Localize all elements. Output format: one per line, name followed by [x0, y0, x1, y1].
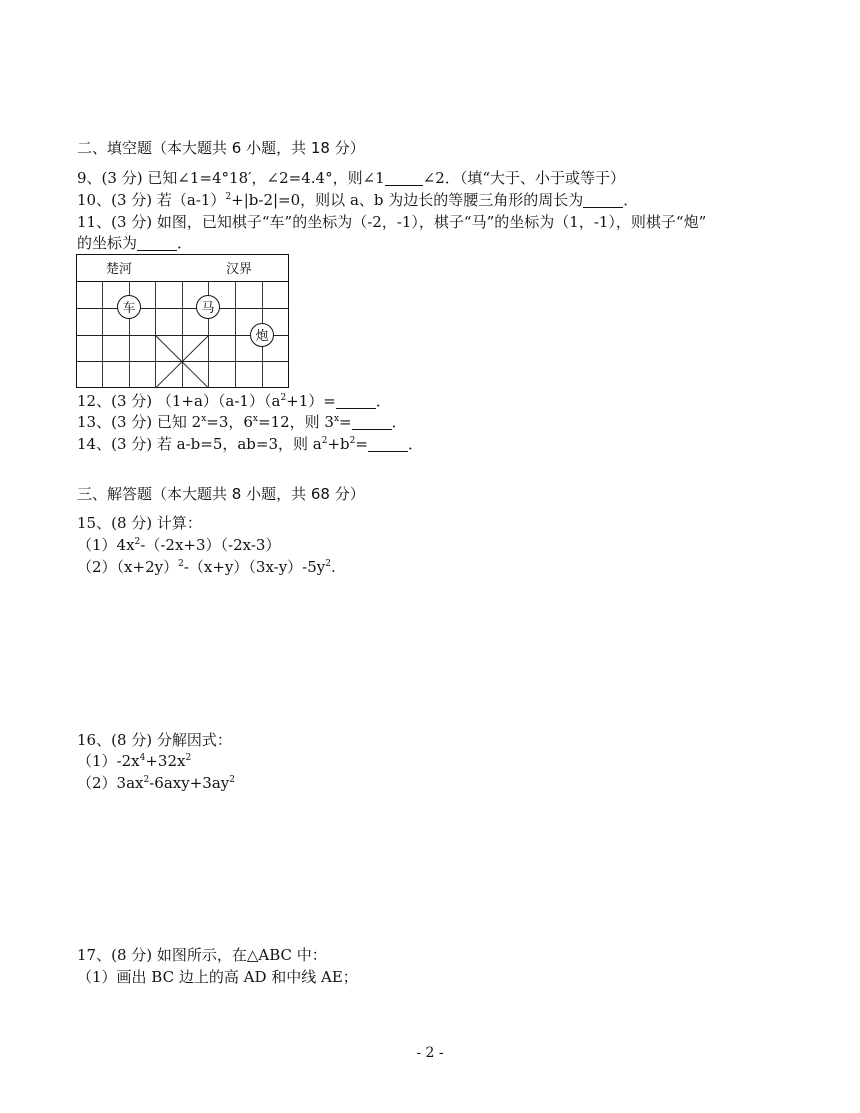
q12-end: ． — [375, 392, 391, 410]
q14-exponent-2: 2 — [349, 436, 356, 446]
chess-piece-ma — [197, 296, 220, 319]
chess-piece-pao — [251, 324, 274, 347]
question-13 — [77, 412, 407, 432]
question-12 — [77, 391, 391, 411]
q16-p1-exponent-2: 2 — [185, 753, 192, 763]
q13-answer-blank[interactable] — [352, 415, 392, 430]
q13-text-2: =3，6 — [206, 413, 253, 431]
q14-exponent-1: 2 — [321, 436, 328, 446]
q13-end: ． — [391, 413, 407, 431]
q14-answer-blank[interactable] — [368, 437, 408, 452]
q10-end: ． — [623, 191, 639, 209]
q15-p1-text-2: -（-2x+3）（-2x-3） — [140, 536, 281, 554]
question-16-part2 — [77, 773, 235, 793]
question-14 — [77, 434, 423, 454]
q13-text-3: =12，则 3 — [258, 413, 334, 431]
question-16-part1 — [77, 751, 191, 771]
q12-text: 12、(3 分) （1+a）（a-1）（a — [77, 392, 281, 410]
section-3-heading: 三、解答题（本大题共 8 小题，共 68 分） — [77, 485, 365, 503]
q12-text-cont: +1）= — [286, 392, 336, 410]
q14-text-2: +b — [327, 435, 350, 453]
q10-answer-blank[interactable] — [583, 193, 623, 208]
q16-p2-text-2: -6axy+3ay — [149, 774, 230, 792]
question-11-line2 — [77, 233, 192, 253]
q9-text-end: ∠2．（填“大于、小于或等于） — [422, 169, 625, 187]
q11-text: 的坐标为 — [77, 234, 138, 252]
question-11-line1: 11、(3 分) 如图，已知棋子“车”的坐标为（-2，-1），棋子“马”的坐标为（1，-1），则棋子“炮” — [77, 213, 707, 231]
q15-p1-text: （1）4x — [77, 536, 135, 554]
question-17-part1: （1）画出 BC 边上的高 AD 和中线 AE； — [77, 968, 358, 986]
question-15-title: 15、(8 分) 计算： — [77, 514, 202, 532]
piece-label-pao: 炮 — [255, 329, 269, 344]
question-17-title: 17、(8 分) 如图所示，在△ABC 中： — [77, 946, 327, 964]
q14-text: 14、(3 分) 若 a-b=5，ab=3，则 a — [77, 435, 322, 453]
q13-exponent-2: x — [252, 414, 258, 424]
q11-end: ． — [177, 234, 193, 252]
q15-p2-text-3: . — [331, 558, 336, 576]
q15-p2-exponent-1: 2 — [178, 559, 184, 569]
q13-text-4: = — [339, 413, 352, 431]
q9-answer-blank[interactable] — [385, 171, 423, 186]
q15-p2-exponent-2: 2 — [325, 559, 332, 569]
q13-exponent-3: x — [333, 414, 340, 424]
question-10 — [77, 190, 638, 210]
q10-text-cont: +|b-2|=0，则以 a、b 为边长的等腰三角形的周长为 — [231, 191, 584, 209]
q15-p2-text: （2）（x+2y） — [77, 558, 179, 576]
question-15-part2 — [77, 557, 336, 577]
q14-text-3: = — [355, 435, 368, 453]
q16-p1-text-2: +32x — [145, 752, 186, 770]
piece-label-ma: 马 — [201, 301, 215, 316]
q15-p1-exponent: 2 — [134, 537, 141, 547]
q10-exponent: 2 — [225, 192, 232, 202]
q13-text: 13、(3 分) 已知 2 — [77, 413, 202, 431]
q16-p2-text: （2）3ax — [77, 774, 144, 792]
q12-answer-blank[interactable] — [336, 394, 376, 409]
river-label-left: 楚河 — [106, 262, 133, 277]
q11-answer-blank[interactable] — [137, 236, 177, 251]
river-label-right: 汉界 — [226, 262, 253, 277]
q9-text: 9、(3 分) 已知∠1=4°18′，∠2=4.4°，则∠1 — [77, 169, 385, 187]
q14-end: ． — [407, 435, 423, 453]
q16-p1-text: （1）-2x — [77, 752, 140, 770]
question-16-title: 16、(8 分) 分解因式： — [77, 731, 232, 749]
q13-exponent-1: x — [201, 414, 207, 424]
question-15-part1 — [77, 535, 280, 555]
q16-p2-exponent-2: 2 — [229, 775, 235, 785]
q12-exponent: 2 — [280, 393, 287, 403]
q15-p2-text-2: -（x+y）（3x-y）-5y — [183, 558, 326, 576]
q10-text: 10、(3 分) 若（a-1） — [77, 191, 226, 209]
piece-label-che: 车 — [122, 301, 136, 316]
question-9 — [77, 168, 625, 188]
q16-p2-exponent-1: 2 — [143, 775, 150, 785]
q16-p1-exponent-1: 4 — [139, 753, 146, 763]
section-2-heading: 二、填空题（本大题共 6 小题，共 18 分） — [77, 139, 365, 157]
chess-board-figure — [76, 254, 290, 389]
page-number: - 2 - — [416, 1045, 444, 1061]
chess-piece-che — [118, 296, 141, 319]
